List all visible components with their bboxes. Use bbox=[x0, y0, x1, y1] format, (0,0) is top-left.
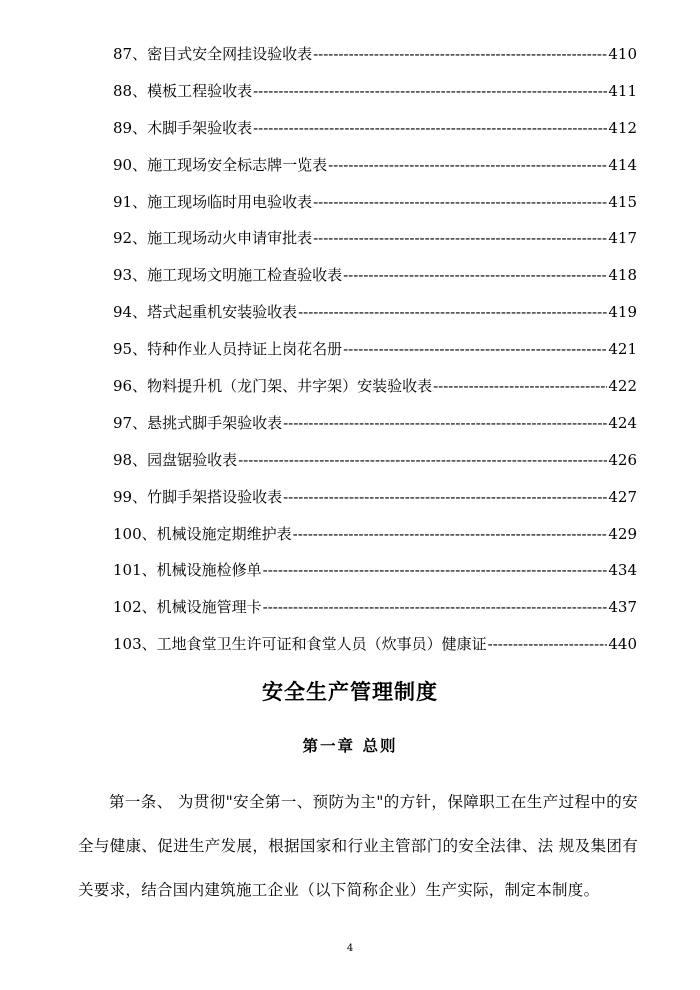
toc-entry bbox=[113, 73, 637, 110]
toc-entry-page: 418 bbox=[608, 266, 637, 285]
toc-leader bbox=[313, 184, 607, 221]
toc-entry bbox=[113, 257, 637, 294]
toc-entry-page: 434 bbox=[608, 561, 637, 580]
toc-entry bbox=[113, 184, 637, 221]
toc-entry bbox=[113, 220, 637, 257]
toc-entry-title: 91、施工现场临时用电验收表 bbox=[113, 192, 313, 211]
toc-entry-page: 437 bbox=[608, 598, 637, 617]
page-number: 4 bbox=[346, 943, 354, 954]
toc-entry-page: 421 bbox=[608, 340, 637, 359]
toc-entry bbox=[113, 368, 637, 405]
toc-leader bbox=[343, 331, 607, 368]
toc-entry bbox=[113, 294, 637, 331]
toc-entry-page: 427 bbox=[608, 487, 637, 506]
toc-leader bbox=[283, 479, 607, 516]
toc-entry-title: 96、物料提升机（龙门架、井字架）安装验收表 bbox=[113, 377, 433, 396]
toc-leader bbox=[283, 405, 607, 442]
toc-entry-title: 99、竹脚手架搭设验收表 bbox=[113, 487, 283, 506]
toc-entry bbox=[113, 589, 637, 626]
toc-entry-page: 415 bbox=[608, 192, 637, 211]
toc-leader bbox=[298, 294, 607, 331]
toc-leader bbox=[263, 589, 608, 626]
toc-entry-page: 429 bbox=[608, 524, 637, 543]
toc-leader bbox=[328, 147, 607, 184]
chapter-title: 第一章 总则 bbox=[302, 736, 398, 755]
toc-entry-title: 89、木脚手架验收表 bbox=[113, 118, 253, 137]
table-of-contents bbox=[113, 36, 637, 663]
toc-entry bbox=[113, 442, 637, 479]
toc-entry-title: 87、密目式安全网挂设验收表 bbox=[113, 45, 313, 63]
toc-entry-title: 95、特种作业人员持证上岗花名册 bbox=[113, 340, 343, 359]
toc-entry-title: 92、施工现场动火申请审批表 bbox=[113, 229, 313, 248]
toc-leader bbox=[238, 442, 607, 479]
toc-entry bbox=[113, 331, 637, 368]
toc-entry-page: 426 bbox=[608, 450, 637, 469]
toc-entry bbox=[113, 626, 637, 663]
toc-entry-page: 424 bbox=[608, 413, 637, 432]
toc-leader bbox=[433, 368, 607, 405]
toc-entry-title: 94、塔式起重机安装验收表 bbox=[113, 303, 298, 322]
section-title: 安全生产管理制度 bbox=[262, 679, 438, 704]
toc-entry-title: 102、机械设施管理卡 bbox=[113, 598, 262, 617]
toc-entry bbox=[113, 516, 637, 553]
toc-entry-page: 422 bbox=[608, 377, 637, 396]
toc-entry bbox=[113, 147, 637, 184]
toc-entry-title: 97、悬挑式脚手架验收表 bbox=[113, 413, 283, 432]
toc-leader bbox=[313, 36, 607, 73]
article-paragraph: 第一条、 为贯彻"安全第一、预防为主"的方针，保障职工在生产过程中的安全与健康、促进生产发展，根据国家和行业主管部门的安全法律、法 规及集团有关要求，结合国内建筑施工企业（以下简称企业）生产实际，制定本制度。 bbox=[78, 793, 638, 899]
toc-leader bbox=[343, 257, 607, 294]
toc-entry-title: 88、模板工程验收表 bbox=[113, 81, 253, 100]
toc-entry-title: 101、机械设施检修单 bbox=[113, 561, 262, 580]
toc-entry-page: 419 bbox=[608, 303, 637, 322]
toc-entry-page: 417 bbox=[608, 229, 637, 248]
toc-leader bbox=[253, 73, 607, 110]
toc-entry-title: 90、施工现场安全标志牌一览表 bbox=[113, 155, 328, 174]
toc-leader bbox=[488, 626, 608, 663]
toc-entry-title: 103、工地食堂卫生许可证和食堂人员（炊事员）健康证 bbox=[113, 635, 487, 654]
toc-entry-title: 100、机械设施定期维护表 bbox=[113, 524, 292, 543]
toc-entry-page: 412 bbox=[608, 118, 637, 137]
toc-entry-title: 98、园盘锯验收表 bbox=[113, 450, 238, 469]
toc-leader bbox=[253, 110, 607, 147]
toc-entry-page: 410 bbox=[608, 45, 637, 63]
toc-entry bbox=[113, 405, 637, 442]
toc-entry bbox=[113, 36, 637, 73]
toc-leader bbox=[263, 552, 608, 589]
toc-entry bbox=[113, 110, 637, 147]
toc-leader bbox=[293, 516, 608, 553]
toc-entry-page: 440 bbox=[608, 635, 637, 654]
toc-leader bbox=[313, 220, 607, 257]
toc-entry-title: 93、施工现场文明施工检查验收表 bbox=[113, 266, 343, 285]
toc-entry bbox=[113, 479, 637, 516]
toc-entry-page: 414 bbox=[608, 155, 637, 174]
toc-entry-page: 411 bbox=[608, 81, 637, 100]
toc-entry bbox=[113, 552, 637, 589]
